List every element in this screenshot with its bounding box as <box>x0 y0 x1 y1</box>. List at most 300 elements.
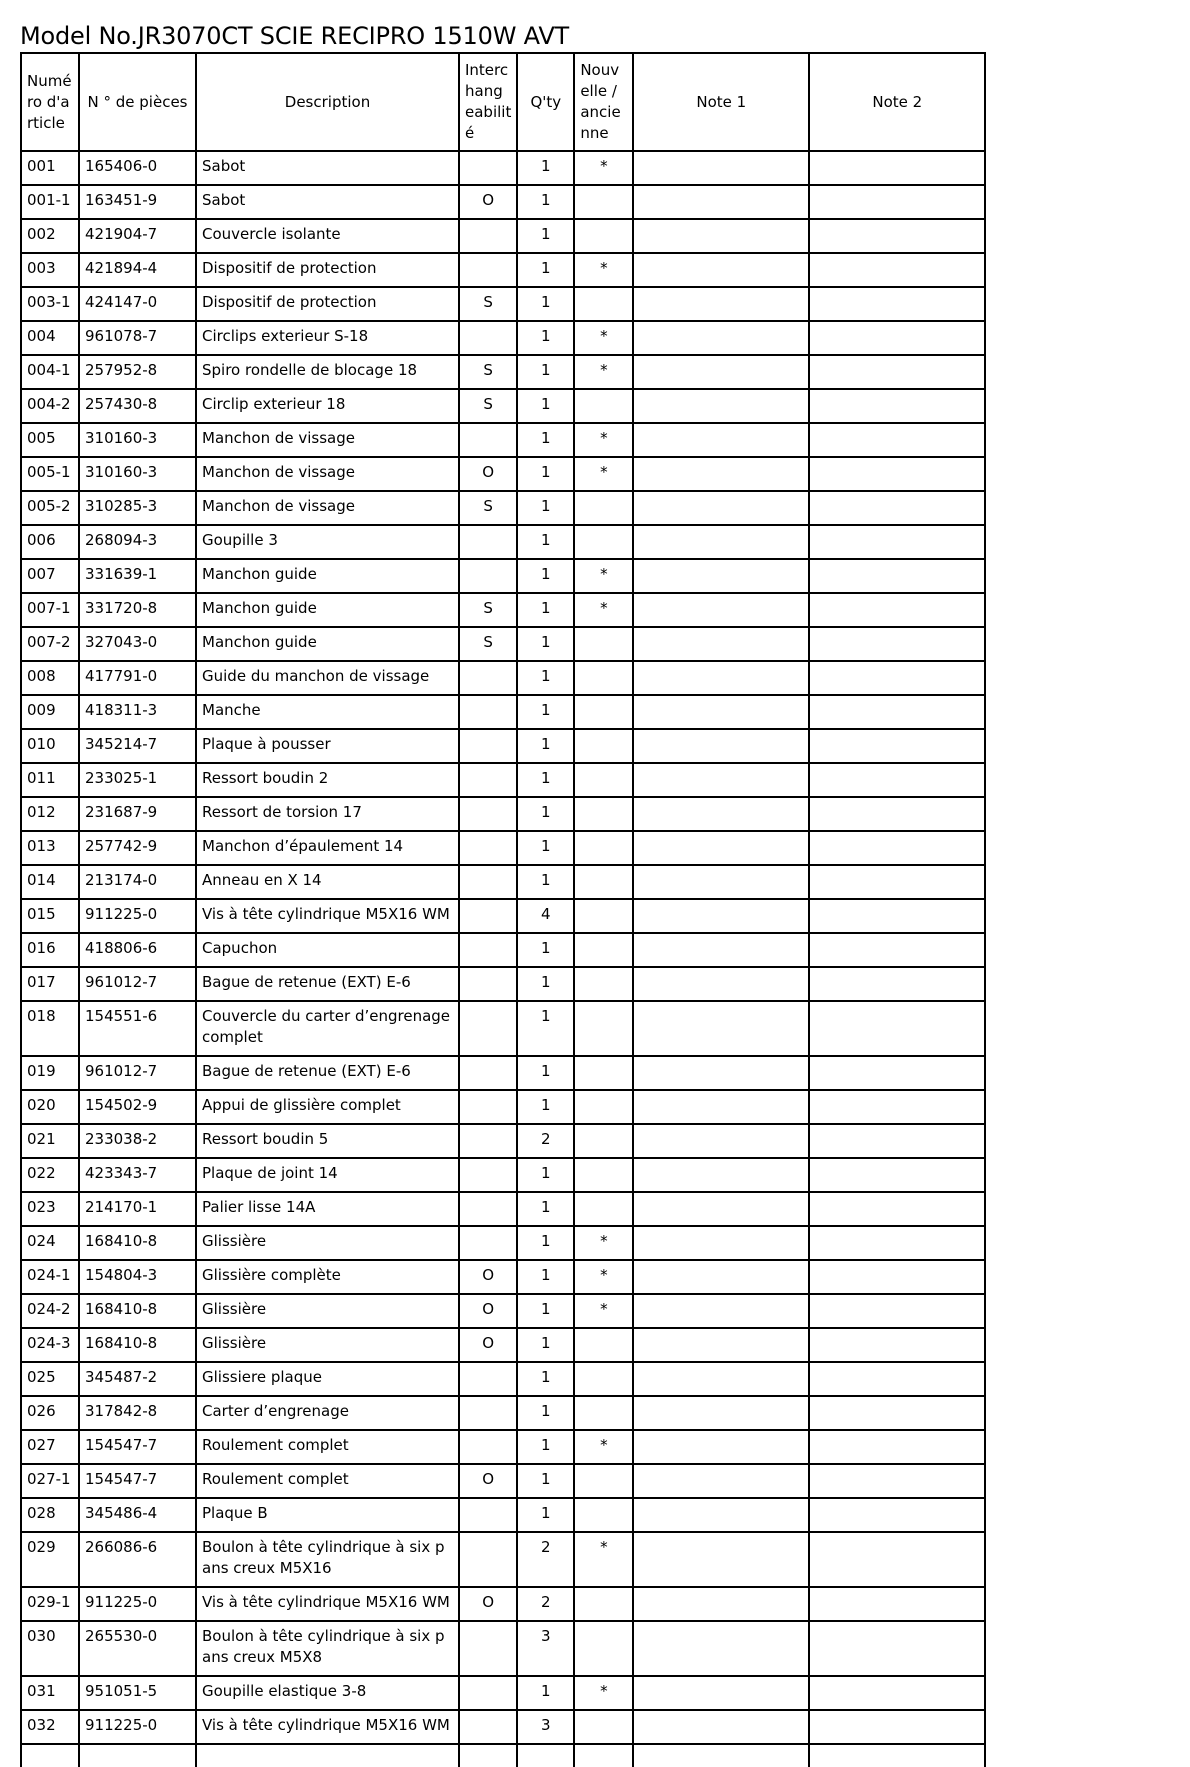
cell-part-no: 911225-0 <box>79 1587 196 1621</box>
cell-note-1 <box>633 797 809 831</box>
cell-new-old: * <box>574 457 633 491</box>
cell-new-old: * <box>574 151 633 185</box>
cell-qty: 3 <box>517 1621 574 1676</box>
cell-qty: 1 <box>517 559 574 593</box>
cell-note-2 <box>809 1056 985 1090</box>
cell-description: Glissière <box>196 1294 459 1328</box>
cell-description: Plaque de joint 14 <box>196 1158 459 1192</box>
cell-note-2 <box>809 627 985 661</box>
cell-description: Palier lisse 14A <box>196 1192 459 1226</box>
cell-note-1 <box>633 1294 809 1328</box>
cell-item-no: 004-2 <box>21 389 79 423</box>
cell-part-no: 961078-7 <box>79 321 196 355</box>
cell-item-no: 021 <box>21 1124 79 1158</box>
cell-part-no: 961012-7 <box>79 967 196 1001</box>
cell-note-1 <box>633 1396 809 1430</box>
cell-description: Appui de glissière complet <box>196 1090 459 1124</box>
col-header-qty: Q'ty <box>517 53 574 151</box>
cell-item-no: 016 <box>21 933 79 967</box>
cell-interchangeability <box>459 967 517 1001</box>
cell-new-old <box>574 763 633 797</box>
cell-note-2 <box>809 593 985 627</box>
table-row <box>21 593 985 627</box>
cell-note-2 <box>809 321 985 355</box>
table-header <box>21 53 985 151</box>
cell-item-no: 004 <box>21 321 79 355</box>
cell-part-no: 257742-9 <box>79 831 196 865</box>
cell-interchangeability <box>459 1430 517 1464</box>
table-row <box>21 423 985 457</box>
cell-qty: 1 <box>517 763 574 797</box>
cell-interchangeability: O <box>459 1260 517 1294</box>
cell-note-1 <box>633 1621 809 1676</box>
cell-new-old <box>574 389 633 423</box>
cell-part-no: 327043-0 <box>79 627 196 661</box>
table-row <box>21 355 985 389</box>
cell-interchangeability <box>459 1362 517 1396</box>
cell-item-no: 032 <box>21 1710 79 1744</box>
cell-note-2 <box>809 151 985 185</box>
cell-note-2 <box>809 1744 985 1767</box>
cell-part-no: 345214-7 <box>79 729 196 763</box>
cell-description: Manchon d’épaulement 14 <box>196 831 459 865</box>
cell-description: Couvercle du carter d’engrenage complet <box>196 1001 459 1056</box>
cell-note-1 <box>633 1587 809 1621</box>
cell-note-2 <box>809 1158 985 1192</box>
cell-interchangeability <box>459 1744 517 1767</box>
cell-description: Spiro rondelle de blocage 18 <box>196 355 459 389</box>
cell-part-no: 951051-5 <box>79 1676 196 1710</box>
table-row <box>21 491 985 525</box>
cell-interchangeability <box>459 763 517 797</box>
cell-part-no: 213174-0 <box>79 865 196 899</box>
cell-qty: 2 <box>517 1587 574 1621</box>
cell-note-2 <box>809 185 985 219</box>
cell-description: Anneau en X 14 <box>196 865 459 899</box>
cell-note-1 <box>633 1124 809 1158</box>
cell-description <box>196 1744 459 1767</box>
table-row <box>21 1294 985 1328</box>
cell-part-no: 345487-2 <box>79 1362 196 1396</box>
cell-note-2 <box>809 899 985 933</box>
table-row <box>21 321 985 355</box>
cell-interchangeability: S <box>459 491 517 525</box>
table-row <box>21 1260 985 1294</box>
cell-note-2 <box>809 389 985 423</box>
cell-note-1 <box>633 321 809 355</box>
cell-note-1 <box>633 661 809 695</box>
cell-new-old: * <box>574 1676 633 1710</box>
cell-part-no: 417791-0 <box>79 661 196 695</box>
cell-item-no: 024-2 <box>21 1294 79 1328</box>
cell-description: Vis à tête cylindrique M5X16 WM <box>196 1587 459 1621</box>
cell-qty: 1 <box>517 729 574 763</box>
col-header-new-old: Nouv elle / ancie nne <box>574 53 633 151</box>
cell-qty: 1 <box>517 1192 574 1226</box>
cell-new-old <box>574 219 633 253</box>
table-row <box>21 729 985 763</box>
cell-note-1 <box>633 559 809 593</box>
cell-new-old <box>574 933 633 967</box>
table-row <box>21 1532 985 1587</box>
table-row <box>21 1328 985 1362</box>
cell-part-no: 168410-8 <box>79 1328 196 1362</box>
cell-part-no: 231687-9 <box>79 797 196 831</box>
cell-part-no: 317842-8 <box>79 1396 196 1430</box>
cell-part-no: 154502-9 <box>79 1090 196 1124</box>
cell-note-2 <box>809 1226 985 1260</box>
cell-qty: 1 <box>517 933 574 967</box>
cell-item-no: 015 <box>21 899 79 933</box>
cell-note-2 <box>809 287 985 321</box>
cell-qty: 1 <box>517 151 574 185</box>
cell-description: Plaque B <box>196 1498 459 1532</box>
cell-part-no: 233025-1 <box>79 763 196 797</box>
cell-new-old <box>574 1001 633 1056</box>
cell-description: Couvercle isolante <box>196 219 459 253</box>
cell-new-old: * <box>574 1294 633 1328</box>
cell-description: Sabot <box>196 151 459 185</box>
cell-part-no: 310285-3 <box>79 491 196 525</box>
cell-note-1 <box>633 695 809 729</box>
cell-note-1 <box>633 729 809 763</box>
cell-description: Glissière <box>196 1226 459 1260</box>
cell-item-no: 014 <box>21 865 79 899</box>
cell-interchangeability: O <box>459 185 517 219</box>
cell-note-2 <box>809 423 985 457</box>
table-row <box>21 1710 985 1744</box>
cell-note-2 <box>809 1192 985 1226</box>
cell-note-1 <box>633 627 809 661</box>
cell-part-no: 345486-4 <box>79 1498 196 1532</box>
cell-new-old <box>574 627 633 661</box>
cell-interchangeability <box>459 831 517 865</box>
table-row <box>21 1676 985 1710</box>
cell-note-1 <box>633 865 809 899</box>
cell-new-old <box>574 1587 633 1621</box>
cell-part-no: 424147-0 <box>79 287 196 321</box>
cell-part-no: 418311-3 <box>79 695 196 729</box>
cell-item-no: 024-3 <box>21 1328 79 1362</box>
cell-item-no: 028 <box>21 1498 79 1532</box>
table-row <box>21 253 985 287</box>
cell-note-2 <box>809 253 985 287</box>
cell-part-no: 163451-9 <box>79 185 196 219</box>
cell-item-no: 027-1 <box>21 1464 79 1498</box>
cell-note-2 <box>809 1396 985 1430</box>
cell-description: Manchon guide <box>196 559 459 593</box>
cell-qty: 1 <box>517 491 574 525</box>
cell-description: Capuchon <box>196 933 459 967</box>
cell-qty: 1 <box>517 967 574 1001</box>
cell-note-2 <box>809 1001 985 1056</box>
cell-qty: 1 <box>517 797 574 831</box>
cell-note-1 <box>633 1676 809 1710</box>
cell-item-no: 019 <box>21 1056 79 1090</box>
cell-note-2 <box>809 1532 985 1587</box>
cell-note-1 <box>633 933 809 967</box>
cell-note-2 <box>809 1587 985 1621</box>
cell-qty: 1 <box>517 253 574 287</box>
cell-qty: 2 <box>517 1124 574 1158</box>
cell-new-old: * <box>574 1430 633 1464</box>
cell-item-no: 029 <box>21 1532 79 1587</box>
cell-description: Manchon de vissage <box>196 423 459 457</box>
cell-qty: 1 <box>517 423 574 457</box>
cell-qty: 1 <box>517 525 574 559</box>
cell-note-2 <box>809 1362 985 1396</box>
cell-qty: 1 <box>517 1260 574 1294</box>
cell-note-1 <box>633 1001 809 1056</box>
cell-qty: 1 <box>517 1226 574 1260</box>
cell-item-no: 031 <box>21 1676 79 1710</box>
cell-note-2 <box>809 1498 985 1532</box>
parts-table <box>20 52 986 1767</box>
table-row <box>21 1001 985 1056</box>
cell-part-no: 214170-1 <box>79 1192 196 1226</box>
cell-part-no: 423343-7 <box>79 1158 196 1192</box>
cell-part-no: 165406-0 <box>79 151 196 185</box>
cell-note-1 <box>633 1328 809 1362</box>
header-row <box>21 53 985 151</box>
cell-qty: 1 <box>517 1056 574 1090</box>
cell-qty: 1 <box>517 457 574 491</box>
cell-interchangeability <box>459 321 517 355</box>
cell-item-no: 003 <box>21 253 79 287</box>
table-row <box>21 1430 985 1464</box>
cell-note-1 <box>633 1226 809 1260</box>
cell-part-no: 911225-0 <box>79 899 196 933</box>
cell-note-1 <box>633 1710 809 1744</box>
cell-description: Glissière complète <box>196 1260 459 1294</box>
cell-qty: 3 <box>517 1710 574 1744</box>
cell-note-1 <box>633 423 809 457</box>
cell-new-old <box>574 797 633 831</box>
cell-description: Glissière <box>196 1328 459 1362</box>
cell-new-old: * <box>574 559 633 593</box>
table-row <box>21 627 985 661</box>
cell-item-no: 005-1 <box>21 457 79 491</box>
col-header-item-no: Numé ro d'a rticle <box>21 53 79 151</box>
cell-new-old <box>574 1124 633 1158</box>
cell-part-no: 310160-3 <box>79 457 196 491</box>
col-header-description: Description <box>196 53 459 151</box>
cell-part-no: 418806-6 <box>79 933 196 967</box>
table-row <box>21 1192 985 1226</box>
cell-part-no: 168410-8 <box>79 1226 196 1260</box>
cell-item-no: 030 <box>21 1621 79 1676</box>
cell-new-old: * <box>574 253 633 287</box>
cell-note-2 <box>809 831 985 865</box>
table-row <box>21 1226 985 1260</box>
cell-interchangeability <box>459 559 517 593</box>
col-header-interchangeability: Interc hang eabilit é <box>459 53 517 151</box>
cell-qty: 1 <box>517 1430 574 1464</box>
cell-part-no: 265530-0 <box>79 1621 196 1676</box>
cell-qty: 1 <box>517 219 574 253</box>
cell-new-old <box>574 865 633 899</box>
cell-note-2 <box>809 1621 985 1676</box>
cell-description: Ressort de torsion 17 <box>196 797 459 831</box>
cell-item-no: 007 <box>21 559 79 593</box>
cell-new-old <box>574 1498 633 1532</box>
col-header-note-2: Note 2 <box>809 53 985 151</box>
cell-description: Boulon à tête cylindrique à six pans creux M5X8 <box>196 1621 459 1676</box>
table-row <box>21 151 985 185</box>
table-row <box>21 933 985 967</box>
cell-interchangeability <box>459 1056 517 1090</box>
cell-item-no: 009 <box>21 695 79 729</box>
cell-interchangeability <box>459 1090 517 1124</box>
cell-note-1 <box>633 1464 809 1498</box>
table-row <box>21 389 985 423</box>
cell-note-2 <box>809 1430 985 1464</box>
cell-new-old <box>574 967 633 1001</box>
cell-interchangeability: O <box>459 1587 517 1621</box>
cell-item-no: 024-1 <box>21 1260 79 1294</box>
cell-note-2 <box>809 1676 985 1710</box>
cell-description: Vis à tête cylindrique M5X16 WM <box>196 1710 459 1744</box>
cell-new-old <box>574 695 633 729</box>
cell-qty: 1 <box>517 831 574 865</box>
cell-new-old <box>574 661 633 695</box>
cell-interchangeability <box>459 1124 517 1158</box>
cell-qty: 1 <box>517 1676 574 1710</box>
table-row <box>21 763 985 797</box>
cell-interchangeability <box>459 1710 517 1744</box>
cell-note-2 <box>809 1710 985 1744</box>
cell-item-no: 002 <box>21 219 79 253</box>
table-row <box>21 1587 985 1621</box>
cell-new-old <box>574 1192 633 1226</box>
cell-item-no: 001 <box>21 151 79 185</box>
cell-part-no <box>79 1744 196 1767</box>
cell-part-no: 911225-0 <box>79 1710 196 1744</box>
cell-qty: 1 <box>517 627 574 661</box>
cell-description: Dispositif de protection <box>196 287 459 321</box>
cell-qty: 1 <box>517 1294 574 1328</box>
cell-interchangeability <box>459 423 517 457</box>
cell-description: Roulement complet <box>196 1430 459 1464</box>
cell-item-no: 005 <box>21 423 79 457</box>
cell-new-old: * <box>574 1532 633 1587</box>
cell-item-no: 004-1 <box>21 355 79 389</box>
table-row <box>21 865 985 899</box>
cell-qty: 1 <box>517 593 574 627</box>
cell-note-1 <box>633 593 809 627</box>
cell-qty: 1 <box>517 1464 574 1498</box>
cell-qty: 1 <box>517 389 574 423</box>
table-row <box>21 661 985 695</box>
cell-interchangeability: O <box>459 457 517 491</box>
cell-description: Guide du manchon de vissage <box>196 661 459 695</box>
table-row <box>21 525 985 559</box>
cell-interchangeability: O <box>459 1328 517 1362</box>
cell-note-1 <box>633 253 809 287</box>
cell-qty: 1 <box>517 1158 574 1192</box>
cell-interchangeability <box>459 933 517 967</box>
cell-qty: 1 <box>517 1090 574 1124</box>
cell-note-2 <box>809 661 985 695</box>
cell-new-old: * <box>574 593 633 627</box>
cell-note-2 <box>809 797 985 831</box>
cell-part-no: 310160-3 <box>79 423 196 457</box>
cell-interchangeability <box>459 1532 517 1587</box>
cell-qty: 1 <box>517 1396 574 1430</box>
cell-item-no: 010 <box>21 729 79 763</box>
cell-note-1 <box>633 219 809 253</box>
cell-new-old <box>574 1362 633 1396</box>
cell-note-1 <box>633 1192 809 1226</box>
cell-note-1 <box>633 1744 809 1767</box>
cell-new-old <box>574 1328 633 1362</box>
cell-item-no: 007-1 <box>21 593 79 627</box>
cell-note-2 <box>809 1294 985 1328</box>
cell-description: Bague de retenue (EXT) E-6 <box>196 1056 459 1090</box>
cell-part-no: 168410-8 <box>79 1294 196 1328</box>
cell-note-1 <box>633 1260 809 1294</box>
cell-new-old: * <box>574 1260 633 1294</box>
cell-interchangeability: S <box>459 355 517 389</box>
cell-note-2 <box>809 695 985 729</box>
cell-description: Vis à tête cylindrique M5X16 WM <box>196 899 459 933</box>
cell-description: Dispositif de protection <box>196 253 459 287</box>
cell-qty: 1 <box>517 185 574 219</box>
cell-note-1 <box>633 1498 809 1532</box>
cell-note-2 <box>809 933 985 967</box>
cell-note-1 <box>633 287 809 321</box>
cell-item-no: 023 <box>21 1192 79 1226</box>
table-row <box>21 1396 985 1430</box>
cell-note-1 <box>633 151 809 185</box>
cell-interchangeability: O <box>459 1294 517 1328</box>
cell-part-no: 233038-2 <box>79 1124 196 1158</box>
cell-note-2 <box>809 763 985 797</box>
cell-note-1 <box>633 967 809 1001</box>
table-row <box>21 1362 985 1396</box>
cell-new-old <box>574 1464 633 1498</box>
cell-item-no: 006 <box>21 525 79 559</box>
cell-item-no: 008 <box>21 661 79 695</box>
table-row <box>21 1158 985 1192</box>
cell-qty: 1 <box>517 1362 574 1396</box>
cell-part-no: 154804-3 <box>79 1260 196 1294</box>
cell-description: Plaque à pousser <box>196 729 459 763</box>
cell-qty: 1 <box>517 1498 574 1532</box>
cell-part-no: 154547-7 <box>79 1464 196 1498</box>
cell-interchangeability <box>459 1621 517 1676</box>
cell-new-old <box>574 491 633 525</box>
cell-description: Sabot <box>196 185 459 219</box>
cell-interchangeability: S <box>459 627 517 661</box>
cell-new-old <box>574 831 633 865</box>
cell-note-2 <box>809 559 985 593</box>
cell-new-old <box>574 1056 633 1090</box>
cell-item-no: 005-2 <box>21 491 79 525</box>
cell-part-no: 421904-7 <box>79 219 196 253</box>
cell-note-2 <box>809 1124 985 1158</box>
cell-description: Boulon à tête cylindrique à six pans creux M5X16 <box>196 1532 459 1587</box>
cell-note-1 <box>633 525 809 559</box>
cell-new-old <box>574 185 633 219</box>
cell-interchangeability: O <box>459 1464 517 1498</box>
cell-note-2 <box>809 1260 985 1294</box>
cell-new-old <box>574 1744 633 1767</box>
cell-new-old <box>574 1710 633 1744</box>
cell-note-2 <box>809 1090 985 1124</box>
cell-note-1 <box>633 389 809 423</box>
cell-note-1 <box>633 899 809 933</box>
